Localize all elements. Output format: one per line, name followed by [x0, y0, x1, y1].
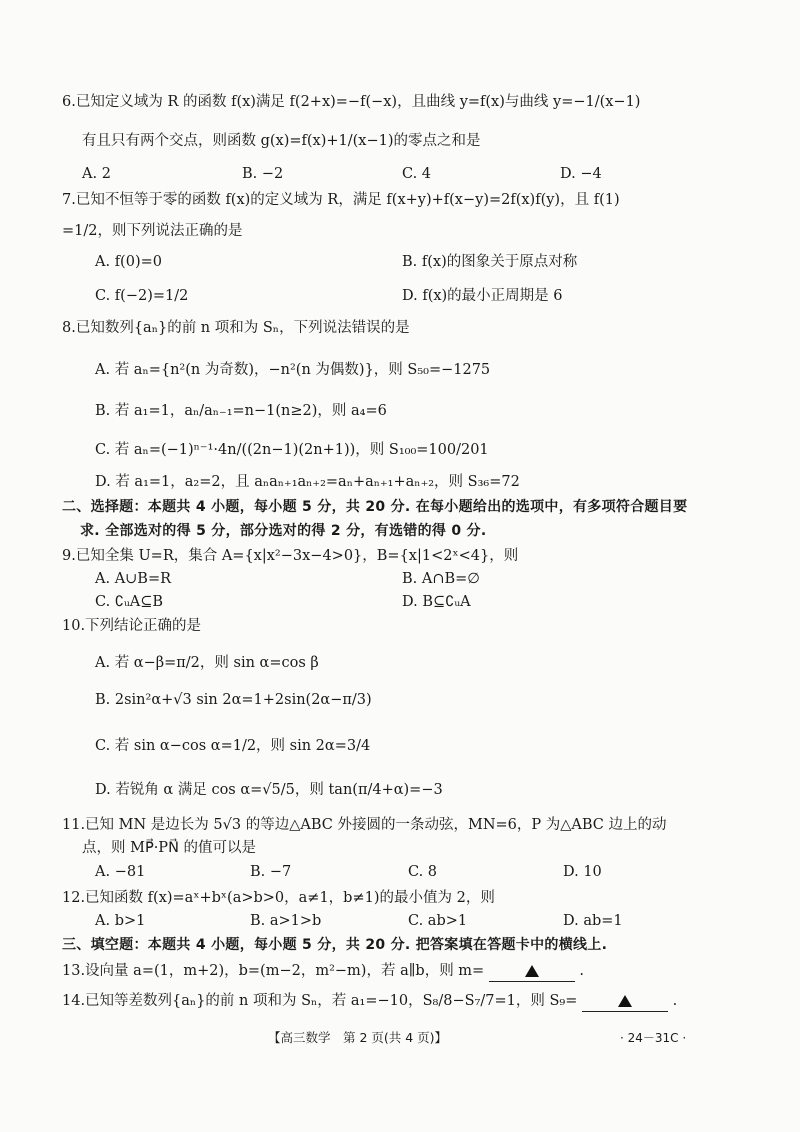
- q11-stem-line1: 11.已知 MN 是边长为 5√3 的等边△ABC 外接圆的一条动弦，MN=6，P 为△ABC 边上的动: [62, 817, 667, 833]
- q10-option-d: D. 若锐角 α 满足 cos α=√5/5，则 tan(π/4+α)=−3: [95, 782, 443, 798]
- q12-stem: 12.已知函数 f(x)=aˣ+bˣ(a>b>0，a≠1，b≠1)的最小值为 2，则: [62, 890, 495, 906]
- q9-option-c: C. ∁ᵤA⊆B: [95, 594, 164, 610]
- q11-option-b: B. −7: [250, 864, 292, 880]
- q14-answer-blank[interactable]: [582, 995, 668, 1012]
- q8-option-d: D. 若 a₁=1，a₂=2，且 aₙaₙ₊₁aₙ₊₂=aₙ+aₙ₊₁+aₙ₊₂，则 S₃₆=72: [95, 474, 520, 490]
- q12-option-a: A. b>1: [95, 913, 146, 929]
- q9-stem: 9.已知全集 U=R，集合 A={x|x²−3x−4>0}，B={x|1<2ˣ<4}，则: [62, 548, 519, 564]
- answer-triangle-icon: [525, 965, 539, 977]
- q14-line: [62, 993, 677, 1010]
- q11-stem-line2: 点，则 MP⃗·PN⃗ 的值可以是: [82, 840, 257, 856]
- q10-option-c: C. 若 sin α−cos α=1/2，则 sin 2α=3/4: [95, 738, 371, 754]
- q8-option-a: A. 若 aₙ={n²(n 为奇数)，−n²(n 为偶数)}，则 S₅₀=−1275: [95, 362, 491, 378]
- q9-option-a: A. A∪B=R: [95, 571, 172, 587]
- section2-heading-line2: 求. 全部选对的得 5 分，部分选对的得 2 分，有选错的得 0 分.: [80, 523, 487, 539]
- q13-end: .: [579, 963, 585, 979]
- q12-option-d: D. ab=1: [563, 913, 623, 929]
- q9-option-d: D. B⊆∁ᵤA: [402, 594, 471, 610]
- q10-option-a: A. 若 α−β=π/2，则 sin α=cos β: [95, 655, 319, 671]
- q7-option-d: D. f(x)的最小正周期是 6: [402, 288, 563, 304]
- q9-option-b: B. A∩B=∅: [402, 571, 480, 587]
- q13-line: [62, 963, 584, 980]
- q6-option-c: C. 4: [402, 166, 432, 182]
- q6-option-d: D. −4: [560, 166, 602, 182]
- q8-option-c: C. 若 aₙ=(−1)ⁿ⁻¹·4n/((2n−1)(2n+1))，则 S₁₀₀=100/201: [95, 442, 489, 458]
- section3-heading: 三、填空题：本题共 4 小题，每小题 5 分，共 20 分. 把答案填在答题卡中的横线上.: [62, 937, 608, 953]
- q7-stem-line1: 7.已知不恒等于零的函数 f(x)的定义域为 R，满足 f(x+y)+f(x−y)=2f(x)f(y)，且 f(1): [62, 192, 620, 208]
- answer-triangle-icon: [618, 995, 632, 1007]
- q6-option-b: B. −2: [242, 166, 284, 182]
- q11-option-c: C. 8: [408, 864, 438, 880]
- q6-option-a: A. 2: [82, 166, 111, 182]
- q10-option-b: B. 2sin²α+√3 sin 2α=1+2sin(2α−π/3): [95, 692, 372, 708]
- q6-stem-line1: 6.已知定义域为 R 的函数 f(x)满足 f(2+x)=−f(−x)，且曲线 y=f(x)与曲线 y=−1/(x−1): [62, 94, 641, 110]
- q11-option-d: D. 10: [563, 864, 602, 880]
- q7-option-c: C. f(−2)=1/2: [95, 288, 189, 304]
- q13-answer-blank[interactable]: [489, 965, 575, 982]
- q11-option-a: A. −81: [95, 864, 146, 880]
- q8-stem: 8.已知数列{aₙ}的前 n 项和为 Sₙ，下列说法错误的是: [62, 320, 410, 336]
- q14-end: .: [672, 993, 678, 1009]
- q7-stem-line2: =1/2，则下列说法正确的是: [62, 223, 243, 239]
- page-footer-code: · 24－31C ·: [620, 1031, 687, 1045]
- q6-stem-line2: 有且只有两个交点，则函数 g(x)=f(x)+1/(x−1)的零点之和是: [82, 133, 481, 149]
- q12-option-b: B. a>1>b: [250, 913, 322, 929]
- q7-option-a: A. f(0)=0: [95, 254, 162, 270]
- q14-stem: 14.已知等差数列{aₙ}的前 n 项和为 Sₙ，若 a₁=−10，S₈/8−S₇/7=1，则 S₉=: [62, 993, 578, 1009]
- section2-heading-line1: 二、选择题：本题共 4 小题，每小题 5 分，共 20 分. 在每小题给出的选项中，有多项符合题目要: [62, 499, 688, 515]
- q7-option-b: B. f(x)的图象关于原点对称: [402, 254, 578, 270]
- q12-option-c: C. ab>1: [408, 913, 468, 929]
- q13-stem: 13.设向量 a=(1，m+2)，b=(m−2，m²−m)，若 a∥b，则 m=: [62, 963, 485, 979]
- q10-stem: 10.下列结论正确的是: [62, 618, 202, 634]
- q8-option-b: B. 若 a₁=1，aₙ/aₙ₋₁=n−1(n≥2)，则 a₄=6: [95, 403, 387, 419]
- page-footer-center: 【高三数学 第 2 页(共 4 页)】: [268, 1030, 448, 1045]
